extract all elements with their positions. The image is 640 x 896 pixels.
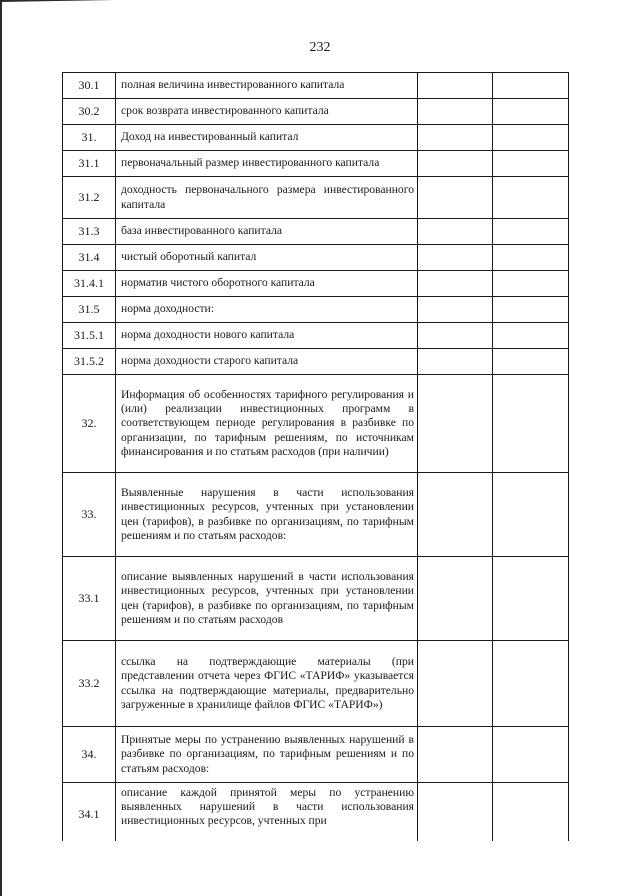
row-number: 31.4.1 [63,271,116,297]
value-cell-empty [493,783,569,841]
table-row [63,99,569,125]
value-cell-empty [418,177,493,219]
table-row [63,641,569,727]
value-cell-empty [418,151,493,177]
row-description: описание выявленных нарушений в части использования инвестиционных ресурсов, учтенных при установлении цен (тарифов), в разбивке по организациям, по тарифным решениям и по статьям расходов [116,557,418,641]
row-description: Выявленные нарушения в части использования инвестиционных ресурсов, учтенных при установлении цен (тарифов), в разбивке по организациям, по тарифным решениям и по статьям расходов: [116,473,418,557]
value-cell-empty [493,271,569,297]
value-cell-empty [493,125,569,151]
row-number: 31.5.1 [63,323,116,349]
value-cell-empty [418,219,493,245]
row-number: 31.3 [63,219,116,245]
value-cell-empty [493,151,569,177]
row-number: 34.1 [63,783,116,841]
table-row [63,73,569,99]
table-row [63,473,569,557]
row-description: норма доходности: [116,297,418,323]
value-cell-empty [493,557,569,641]
row-number: 31.1 [63,151,116,177]
value-cell-empty [418,297,493,323]
table-row [63,557,569,641]
row-description: норматив чистого оборотного капитала [116,271,418,297]
value-cell-empty [493,177,569,219]
table-row [63,375,569,473]
table-row [63,245,569,271]
value-cell-empty [418,125,493,151]
table-row [63,125,569,151]
row-description: Информация об особенностях тарифного регулирования и (или) реализации инвестиционных программ в соответствующем периоде регулирования в разбивке по организации, по тарифным решениям, по источникам финансирования и по статьям расходов (при наличии) [116,375,418,473]
row-number: 33. [63,473,116,557]
value-cell-empty [418,375,493,473]
row-description: Принятые меры по устранению выявленных нарушений в разбивке по организациям, по тарифным решениям и по статьям расходов: [116,727,418,783]
row-number: 30.1 [63,73,116,99]
row-number: 30.2 [63,99,116,125]
row-number: 31. [63,125,116,151]
row-number: 33.1 [63,557,116,641]
value-cell-empty [493,727,569,783]
value-cell-empty [418,323,493,349]
value-cell-empty [418,245,493,271]
row-description: чистый оборотный капитал [116,245,418,271]
row-description: срок возврата инвестированного капитала [116,99,418,125]
value-cell-empty [493,219,569,245]
value-cell-empty [493,323,569,349]
table-row [63,727,569,783]
scan-edge-left [0,0,2,896]
table-row [63,177,569,219]
row-number: 31.4 [63,245,116,271]
row-number: 32. [63,375,116,473]
value-cell-empty [418,99,493,125]
row-number: 31.5 [63,297,116,323]
table-row [63,323,569,349]
page-number: 232 [309,40,331,55]
row-description: норма доходности нового капитала [116,323,418,349]
row-description: доходность первоначального размера инвестированного капитала [116,177,418,219]
value-cell-empty [418,473,493,557]
value-cell-empty [418,271,493,297]
value-cell-empty [493,349,569,375]
value-cell-empty [493,641,569,727]
row-description: первоначальный размер инвестированного капитала [116,151,418,177]
row-description: база инвестированного капитала [116,219,418,245]
value-cell-empty [418,641,493,727]
value-cell-empty [418,783,493,841]
row-description: описание каждой принятой меры по устранению выявленных нарушений в части использования инвестиционных ресурсов, учтенных при [116,783,418,841]
table-row [63,783,569,841]
value-cell-empty [418,73,493,99]
value-cell-empty [418,727,493,783]
table-row [63,297,569,323]
value-cell-empty [493,73,569,99]
row-description: норма доходности старого капитала [116,349,418,375]
value-cell-empty [418,349,493,375]
table-row [63,349,569,375]
value-cell-empty [493,297,569,323]
indicator-table [62,72,569,841]
value-cell-empty [493,99,569,125]
row-number: 31.2 [63,177,116,219]
row-number: 31.5.2 [63,349,116,375]
table-row [63,219,569,245]
value-cell-empty [418,557,493,641]
value-cell-empty [493,375,569,473]
value-cell-empty [493,473,569,557]
row-description: полная величина инвестированного капитала [116,73,418,99]
row-number: 33.2 [63,641,116,727]
row-description: Доход на инвестированный капитал [116,125,418,151]
scan-edge-top [0,0,300,2]
value-cell-empty [493,245,569,271]
row-description: ссылка на подтверждающие материалы (при представлении отчета через ФГИС «ТАРИФ» указывается ссылка на подтверждающие материалы, предварительно загруженные в хранилище файлов ФГИС «ТАРИФ») [116,641,418,727]
table-row [63,151,569,177]
table-row [63,271,569,297]
row-number: 34. [63,727,116,783]
